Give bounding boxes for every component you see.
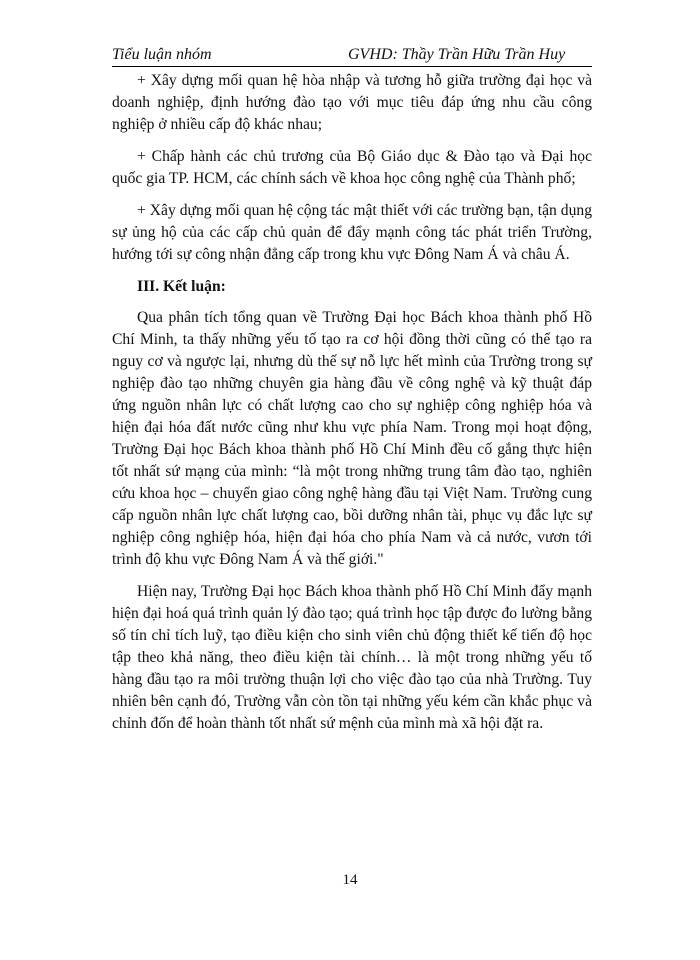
bullet-paragraph: + Xây dựng mối quan hệ hòa nhập và tương hỗ giữa trường đại học và doanh nghiệp, định hướng đào tạo với mục tiêu đáp ứng nhu cầu công nghiệp ở nhiều cấp độ khác nhau; [112,72,592,133]
body-paragraph: Hiện nay, Trường Đại học Bách khoa thành phố Hồ Chí Minh đẩy mạnh hiện đại hoá quá trình quản lý đào tạo; quá trình học tập được đo lường bằng số tín chỉ tích luỹ, tạo điều kiện cho sinh viên chủ động thiết kế tiến độ học tập theo khả năng, theo điều kiện tài chính… là một trong những yếu tố hàng đầu tạo ra môi trường thuận lợi cho việc đào tạo của nhà Trường. Tuy nhiên bên cạnh đó, Trường vẫn còn tồn tại những yếu kém cần khắc phục và chỉnh đốn để hoàn thành tốt nhất sứ mệnh của mình mà xã hội đặt ra. [112,583,592,732]
bullet-paragraph: + Xây dựng mối quan hệ cộng tác mật thiết với các trường bạn, tận dụng sự ủng hộ của các cấp chủ quản để đẩy mạnh công tác phát triển Trường, hướng tới sự công nhận đẳng cấp trong khu vực Đông Nam Á và châu Á. [112,202,592,263]
section-heading: III. Kết luận: [137,278,226,295]
body-paragraph: Qua phân tích tổng quan về Trường Đại học Bách khoa thành phố Hồ Chí Minh, ta thấy những yếu tố tạo ra cơ hội đồng thời cũng có thể tạo ra nguy cơ và ngược lại, nhưng dù thế sự nỗ lực hết mình của Trường trong sự nghiệp đào tạo những chuyên gia hàng đầu về công nghệ và kỹ thuật đáp ứng nguồn nhân lực có chất lượng cao cho sự nghiệp công nghiệp hóa và hiện đại hóa đất nước cũng như khu vực phía Nam. Trong mọi hoạt động, Trường Đại học Bách khoa thành phố Hồ Chí Minh đều cố gắng thực hiện tốt nhất sứ mạng của mình: “là một trong những trung tâm đào tạo, nghiên cứu khoa học – chuyển giao công nghệ hàng đầu tại Việt Nam. Trường cung cấp nguồn nhân lực chất lượng cao, bồi dưỡng nhân tài, phục vụ đắc lực sự nghiệp công nghiệp hóa, hiện đại hóa cho phía Nam và cả nước, vươn tới trình độ khu vực Đông Nam Á và thế giới." [112,309,592,568]
page-number: 14 [342,872,358,888]
page-header [112,44,592,67]
bullet-paragraph: + Chấp hành các chủ trương của Bộ Giáo dục & Đào tạo và Đại học quốc gia TP. HCM, các chính sách về khoa học công nghệ của Thành phố; [112,148,592,187]
header-left: Tiểu luận nhóm [112,46,212,63]
header-right: GVHD: Thầy Trần Hữu Trần Huy [348,46,566,63]
page-body [112,70,592,745]
